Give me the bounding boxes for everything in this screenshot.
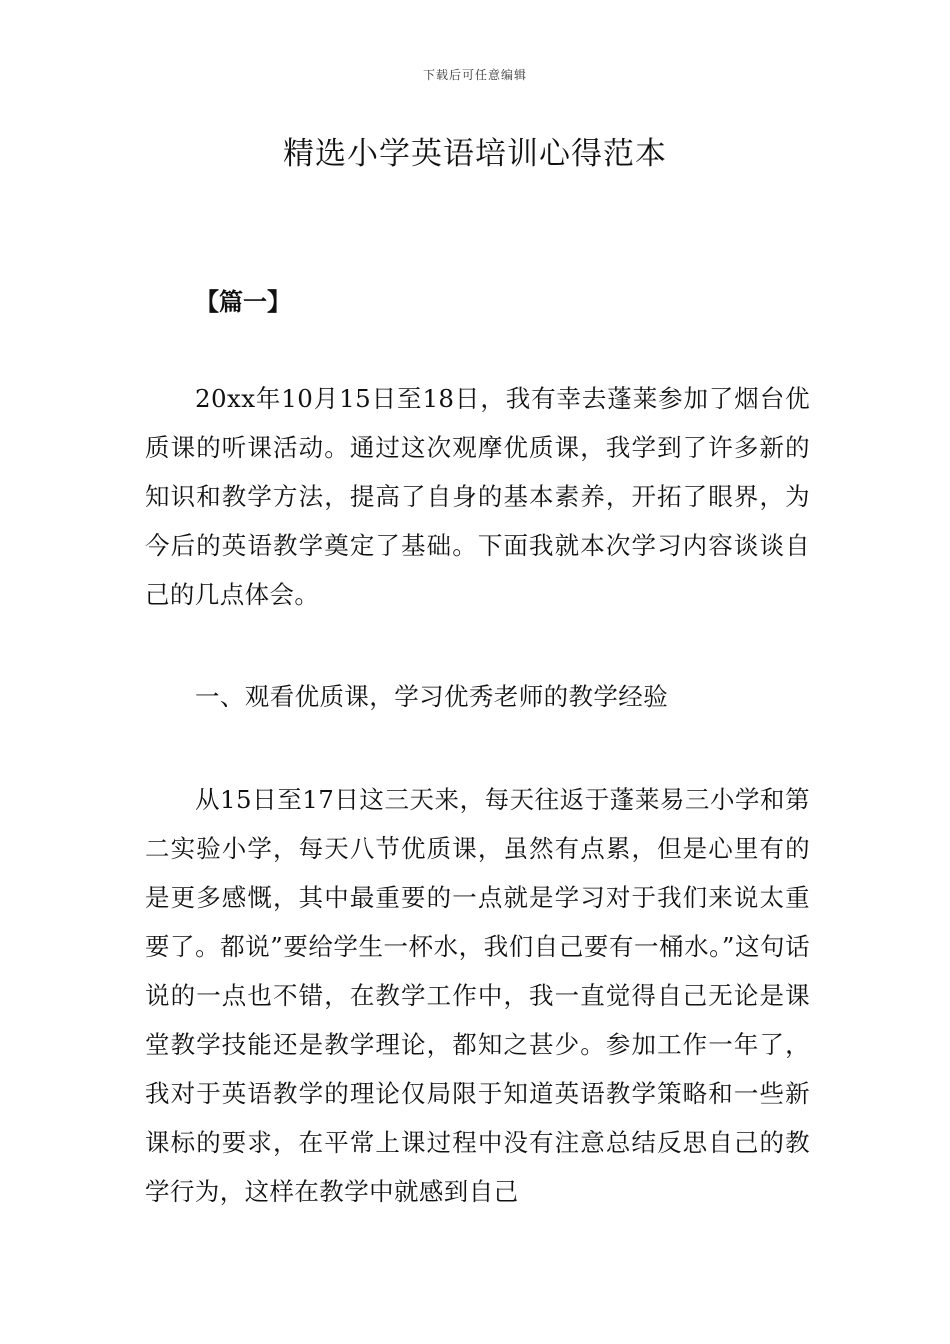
paragraph-intro: 20xx年10月15日至18日，我有幸去蓬莱参加了烟台优质课的听课活动。通过这次观摩优质课，我学到了许多新的知识和教学方法，提高了自身的基本素养，开拓了眼界，为今后的英语教学奠定了基础。下面我就本次学习内容谈谈自己的几点体会。 <box>145 384 810 609</box>
paragraph-heading-one: 一、观看优质课，学习优秀老师的教学经验 <box>195 682 669 711</box>
section-label: 【篇一】 <box>195 288 291 316</box>
document-title: 精选小学英语培训心得范本 <box>283 136 667 172</box>
header-note: 下载后可任意编辑 <box>422 68 527 82</box>
paragraph-body: 从15日至17日这三天来，每天往返于蓬莱易三小学和第二实验小学，每天八节优质课，虽然有点累，但是心里有的是更多感慨，其中最重要的一点就是学习对于我们来说太重要了。都说”要给学生一杯水，我们自己要有一桶水。”这句话说的一点也不错，在教学工作中，我一直觉得自己无论是课堂教学技能还是教学理论，都知之甚少。参加工作一年了，我对于英语教学的理论仅局限于知道英语教学策略和一些新课标的要求，在平常上课过程中没有注意总结反思自己的教学行为，这样在教学中就感到自己 <box>145 785 810 1206</box>
